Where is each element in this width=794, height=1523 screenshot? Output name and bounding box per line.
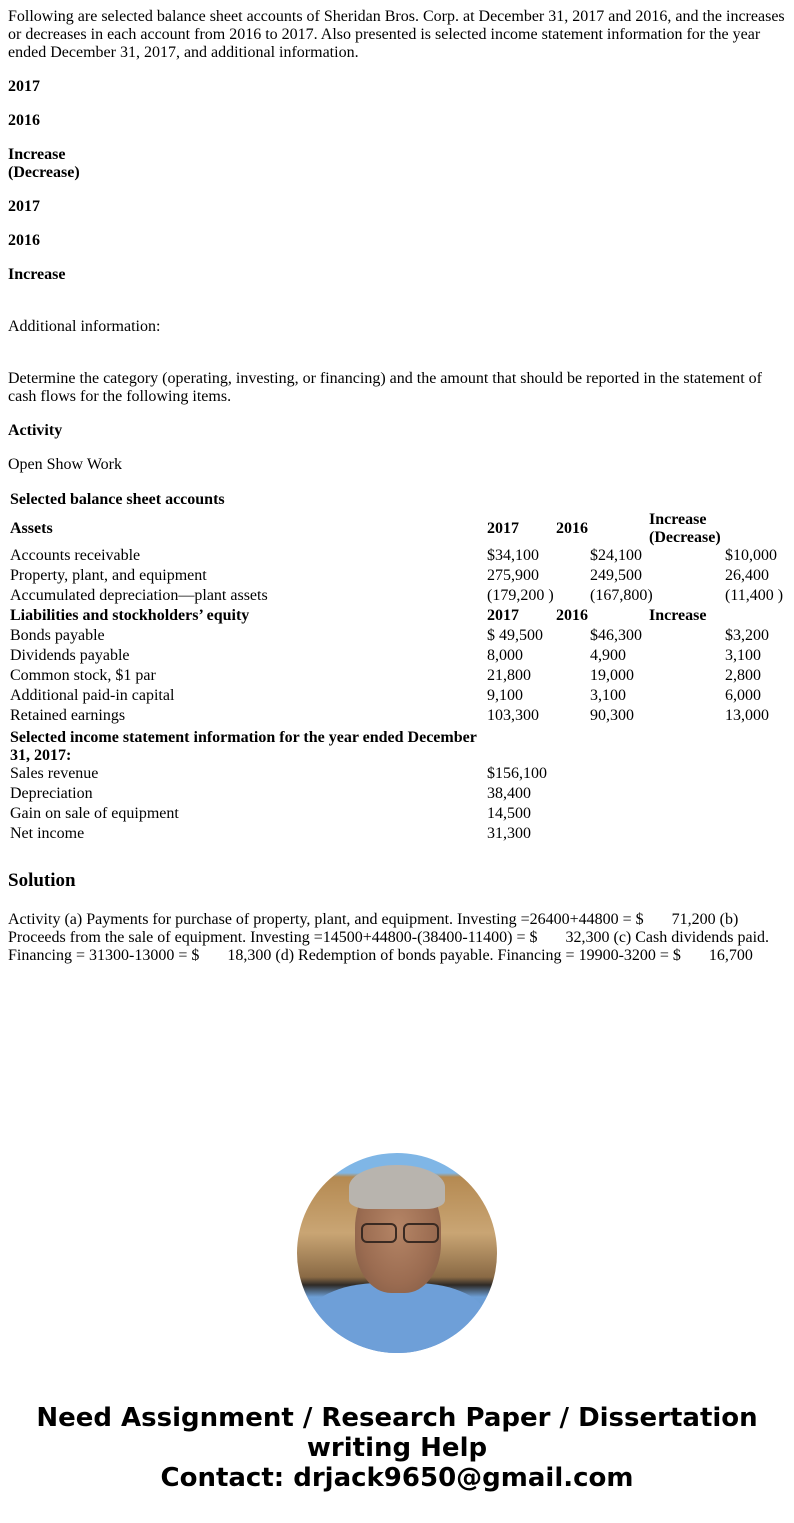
table-title-row bbox=[10, 490, 794, 510]
stray-header-2017-b: 2017 bbox=[8, 198, 40, 215]
question-text: Determine the category (operating, investing, or financing) and the amount that should be reported in the statement of cash flows for the following items. bbox=[8, 370, 762, 405]
income-header: Selected income statement information for the year ended December 31, 2017: bbox=[10, 729, 477, 764]
table-row: Property, plant, and equipment 275,900 249,500 26,400 bbox=[10, 567, 769, 584]
author-avatar bbox=[297, 1153, 497, 1353]
stray-header-increase-b: Increase bbox=[8, 266, 66, 283]
stray-header-2016-b: 2016 bbox=[8, 232, 40, 249]
contact-email: Contact: drjack9650@gmail.com bbox=[160, 1463, 634, 1493]
table-row: Accounts receivable $34,100 $24,100 $10,000 bbox=[10, 547, 777, 564]
income-header-row bbox=[10, 726, 794, 764]
avatar-hair bbox=[349, 1165, 445, 1209]
table-row: Dividends payable 8,000 4,900 3,100 bbox=[10, 647, 761, 664]
stray-header-increase: Increase bbox=[8, 146, 66, 163]
table-row: Depreciation 38,400 bbox=[10, 785, 531, 802]
table-row: Additional paid-in capital 9,100 3,100 6,000 bbox=[10, 687, 761, 704]
liabilities-header-row: Liabilities and stockholders’ equity 2017 2016 Increase bbox=[10, 607, 707, 624]
table-row: Accumulated depreciation—plant assets (179,200 ) (167,800) (11,400 ) bbox=[10, 587, 784, 604]
table-row: Bonds payable $ 49,500 $46,300 $3,200 bbox=[10, 627, 769, 644]
assets-header-row bbox=[10, 510, 794, 546]
table-row: Net income 31,300 bbox=[10, 825, 531, 842]
avatar-shirt bbox=[307, 1283, 487, 1353]
col-2017-header: 2017 bbox=[487, 520, 519, 537]
stray-header-decrease: (Decrease) bbox=[8, 164, 80, 181]
table-row: Gain on sale of equipment 14,500 bbox=[10, 805, 531, 822]
col-2016-header: 2016 bbox=[556, 520, 588, 537]
stray-header-2016: 2016 bbox=[8, 112, 40, 129]
stray-header-2017: 2017 bbox=[8, 78, 40, 95]
open-show-work-link[interactable]: Open Show Work bbox=[8, 456, 122, 473]
solution-text: Activity (a) Payments for purchase of property, plant, and equipment. Investing =26400+44800 = $ 71,200 (b) Proceeds from the sale of equipment. Investing =14500+44800-(38400-11400) = $ 32,300 (c) Cash dividends paid. Financing = 31300-13000 = $ 18,300 (d) Redemption of bonds payable. Financing = 19900-3200 = $ 16,700 bbox=[8, 911, 770, 964]
table-title: Selected balance sheet accounts bbox=[10, 491, 225, 508]
additional-info-label: Additional information: bbox=[8, 318, 161, 335]
table-row: Common stock, $1 par 21,800 19,000 2,800 bbox=[10, 667, 761, 684]
col-increase-header: Increase (Decrease) bbox=[649, 511, 721, 546]
contact-footer: Need Assignment / Research Paper / Dissertation writing Help Contact: drjack9650@gmail.com bbox=[0, 1403, 794, 1493]
glasses-icon bbox=[359, 1223, 439, 1239]
assets-header: Assets bbox=[10, 520, 53, 537]
intro-paragraph: Following are selected balance sheet accounts of Sheridan Bros. Corp. at December 31, 2017 and 2016, and the increases or decreases in each account from 2016 to 2017. Also presented is selected income statement information for the year ended December 31, 2017, and additional information. bbox=[8, 8, 785, 61]
table-row: Retained earnings 103,300 90,300 13,000 bbox=[10, 707, 769, 724]
activity-label: Activity bbox=[8, 422, 63, 439]
solution-heading: Solution bbox=[8, 870, 76, 891]
balance-sheet-table bbox=[10, 490, 794, 844]
table-row: Sales revenue $156,100 bbox=[10, 765, 547, 782]
